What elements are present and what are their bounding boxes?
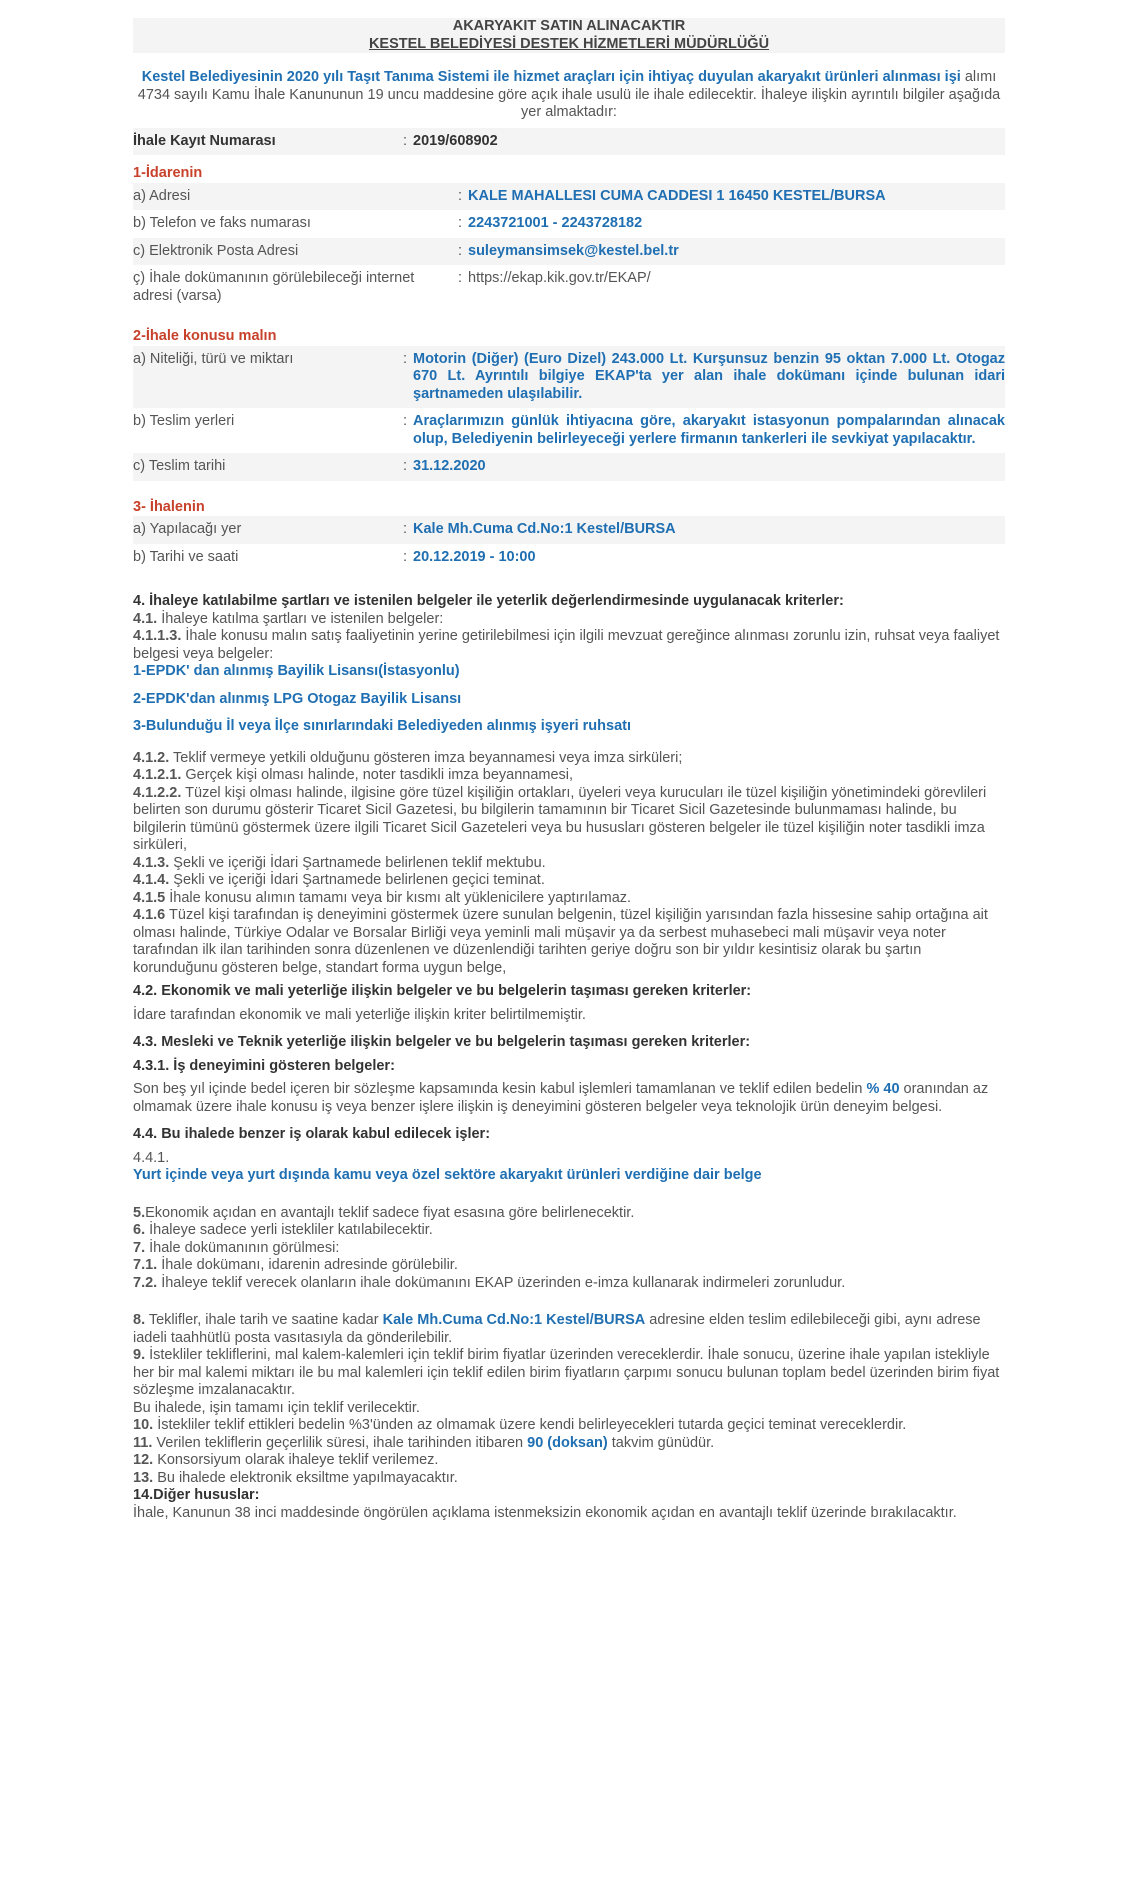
ekap-link[interactable]: https://ekap.kik.gov.tr/EKAP/ bbox=[468, 270, 651, 286]
s72 bbox=[133, 1275, 1005, 1293]
idare-row-value: 2243721001 - 2243728182 bbox=[468, 215, 643, 231]
section-4 bbox=[133, 593, 1005, 1185]
s4-412 bbox=[133, 750, 1005, 768]
kayit-value: 2019/608902 bbox=[413, 132, 498, 149]
item-number: 4.1.4. bbox=[133, 872, 170, 888]
item-text: İhale konusu alımın tamamı veya bir kısmı alt yüklenicilere yaptırılamaz. bbox=[165, 889, 632, 906]
malin-row-nitelik bbox=[133, 346, 1005, 409]
item-number: 4.1.5 bbox=[133, 889, 166, 906]
idare-row-colon: : bbox=[458, 215, 463, 231]
item-text: adresine elden teslim edilebileceği gibi, aynı adrese iadeli taahhütlü posta vasıtasıyla da gönderilebilir. bbox=[133, 1312, 981, 1346]
item-number: 4.1.2.1. bbox=[133, 767, 182, 783]
item-text: Tüzel kişi olması halinde, ilgisine göre tüzel kişiliğin ortakları, üyeleri veya kurucuları ile tüzel kişiliğin yönetimindeki görevlileri belirten son durumu gösterir Ticaret Sicil Gazetesi, bu bilgilerin tamamının bir Ticaret Sicil Gazetesinde bulunmaması halinde, bu bilgilerin tümünü göstermek üzere ilgili Ticaret Sicil Gazeteleri veya bu hususları gösteren belgeler ile tüzel kişiliğin noter tasdikli imza sirküleri, bbox=[133, 784, 987, 853]
s431-text-b: oranından az olmamak üzere ihale konusu iş veya benzer işlere ilişkin iş deneyimini gösteren belgeler veya teknolojik ürün deneyim belgesi. bbox=[133, 1081, 989, 1115]
header bbox=[133, 18, 1005, 53]
s8-address: Kale Mh.Cuma Cd.No:1 Kestel/BURSA bbox=[382, 1312, 646, 1328]
malin-heading: 2-İhale konusu malın bbox=[133, 328, 277, 344]
item-text: Tüzel kişi tarafından iş deneyimini göstermek üzere sunulan belgenin, tüzel kişiliğin yarısından fazla hissesine sahip ortağına ait olması halinde, Türkiye Odalar ve Borsalar Birliği veya yeminli mali müşavir ya da serbest muhasebeci mali müşavir veya noter tarafından ilk ilan tarihinden sonra düzenlenen ve düzenlendiği tarihten geriye doğru son bir yıldır kesintisiz olarak bu şartın korunduğunu gösteren belge, standart forma uygun belge, bbox=[133, 907, 988, 976]
kayit-label: İhale Kayıt Numarası bbox=[133, 132, 276, 149]
malin-row-label: a) Niteliği, türü ve miktarı bbox=[133, 350, 294, 367]
s12 bbox=[133, 1452, 1005, 1470]
malin-section bbox=[133, 326, 1005, 483]
item-number: 7.1. bbox=[133, 1257, 158, 1273]
malin-row-colon: : bbox=[403, 458, 408, 474]
license-2: 2-EPDK'dan alınmış LPG Otogaz Bayilik Lisansı bbox=[133, 690, 462, 707]
s441-number: 4.4.1. bbox=[133, 1149, 170, 1166]
s4-41 bbox=[133, 611, 1005, 629]
s9 bbox=[133, 1347, 1005, 1400]
s441-text: Yurt içinde veya yurt dışında kamu veya özel sektöre akaryakıt ürünleri verdiğine dair belge bbox=[133, 1167, 762, 1183]
idare-row-colon: : bbox=[458, 242, 463, 259]
s4-415 bbox=[133, 890, 1005, 908]
s11 bbox=[133, 1435, 1005, 1453]
s9b: Bu ihalede, işin tamamı için teklif verilecektir. bbox=[133, 1399, 420, 1416]
item-number: 11. bbox=[133, 1434, 153, 1451]
item-text: Ekonomik açıdan en avantajlı teklif sadece fiyat esasına göre belirlenecektir. bbox=[145, 1204, 635, 1221]
idare-row-colon: : bbox=[458, 187, 463, 204]
item-number: 7. bbox=[133, 1239, 146, 1256]
s14-text: İhale, Kanunun 38 inci maddesinde öngörülen açıklama istenmeksizin ekonomik açıdan en avantajlı teklif üzerinde bırakılacaktır. bbox=[133, 1504, 957, 1521]
malin-row-value: 31.12.2020 bbox=[413, 458, 486, 474]
ihalenin-row-colon: : bbox=[403, 521, 408, 537]
s14-heading: 14.Diğer hususlar: bbox=[133, 1487, 260, 1503]
ihalenin-row-colon: : bbox=[403, 548, 408, 565]
announcement bbox=[133, 18, 1005, 1522]
s431-text bbox=[133, 1081, 1005, 1116]
s13 bbox=[133, 1470, 1005, 1488]
ihalenin-row-value: Kale Mh.Cuma Cd.No:1 Kestel/BURSA bbox=[413, 521, 676, 537]
item-number: 4.1. bbox=[133, 610, 158, 627]
ihalenin-row-label: b) Tarihi ve saati bbox=[133, 548, 239, 565]
item-number: 4.1.2.2. bbox=[133, 784, 182, 801]
malin-row-label: b) Teslim yerleri bbox=[133, 413, 235, 429]
section-8-14 bbox=[133, 1312, 1005, 1522]
title-line-1: AKARYAKIT SATIN ALINACAKTIR bbox=[452, 18, 686, 34]
s11-days: 90 (doksan) bbox=[527, 1434, 608, 1451]
malin-row-value: Motorin (Diğer) (Euro Dizel) 243.000 Lt. Kurşunsuz benzin 95 oktan 7.000 Lt. Otogaz 670 Lt. Ayrıntılı bilgiye EKAP'ta yer alan ihale dokümanı içinde bulunan idari şartnameden ulaşılabilir. bbox=[413, 350, 1005, 402]
item-text: Şekli ve içeriği İdari Şartnamede belirlenen teklif mektubu. bbox=[169, 854, 546, 871]
s4-4122 bbox=[133, 785, 1005, 855]
malin-row-teslim-yerleri bbox=[133, 408, 1005, 453]
item-text: İhaleye katılma şartları ve istenilen belgeler: bbox=[157, 610, 444, 627]
idare-row-label: b) Telefon ve faks numarası bbox=[133, 215, 311, 231]
item-text: Teklif vermeye yetkili olduğunu gösteren imza beyannamesi veya imza sirküleri; bbox=[169, 749, 683, 766]
item-text: İhale konusu malın satış faaliyetinin yerine getirilebilmesi için ilgili mevzuat gereğince alınması zorunlu izin, ruhsat veya faaliyet belgesi veya belgeler: bbox=[133, 628, 1000, 662]
license-1: 1-EPDK' dan alınmış Bayilik Lisansı(İstasyonlu) bbox=[133, 663, 460, 679]
s5 bbox=[133, 1205, 1005, 1223]
s4-4121 bbox=[133, 767, 1005, 785]
ihalenin-row-yer bbox=[133, 516, 1005, 544]
idare-row-telefon bbox=[133, 210, 1005, 238]
idare-section bbox=[133, 163, 1005, 312]
s431-heading: 4.3.1. İş deneyimini gösteren belgeler: bbox=[133, 1057, 395, 1074]
intro-subject: Kestel Belediyesinin 2020 yılı Taşıt Tanıma Sistemi ile hizmet araçları için ihtiyaç duyulan akaryakıt ürünleri alınması işi bbox=[141, 69, 961, 85]
idare-row-eposta bbox=[133, 238, 1005, 266]
item-number: 7.2. bbox=[133, 1274, 158, 1291]
license-3: 3-Bulunduğu İl veya İlçe sınırlarındaki Belediyeden alınmış işyeri ruhsatı bbox=[133, 718, 631, 734]
item-number: 6. bbox=[133, 1222, 146, 1238]
item-text: İhaleye sadece yerli istekliler katılabilecektir. bbox=[145, 1222, 433, 1238]
ihalenin-heading: 3- İhalenin bbox=[133, 498, 205, 515]
item-text: Konsorsiyum olarak ihaleye teklif verilemez. bbox=[153, 1452, 439, 1468]
idare-row-label: ç) İhale dokümanının görülebileceği internet adresi (varsa) bbox=[133, 270, 415, 304]
s7 bbox=[133, 1240, 1005, 1258]
item-number: 10. bbox=[133, 1417, 154, 1433]
malin-row-colon: : bbox=[403, 413, 408, 429]
s4-413 bbox=[133, 855, 1005, 873]
s8 bbox=[133, 1312, 1005, 1347]
s71 bbox=[133, 1257, 1005, 1275]
intro-rest: alımı 4734 sayılı Kamu İhale Kanununun 19 uncu maddesine göre açık ihale usulü ile ihale edilecektir. İhaleye ilişkin ayrıntılı bilgiler aşağıda yer almaktadır: bbox=[137, 69, 1001, 120]
item-number: 13. bbox=[133, 1469, 154, 1486]
item-text: Şekli ve içeriği İdari Şartnamede belirlenen geçici teminat. bbox=[169, 872, 545, 888]
item-number: 4.1.6 bbox=[133, 907, 166, 923]
s6 bbox=[133, 1222, 1005, 1240]
item-text: Verilen tekliflerin geçerlilik süresi, ihale tarihinden itibaren bbox=[152, 1434, 528, 1451]
item-text: İhaleye teklif verecek olanların ihale dokümanını EKAP üzerinden e-imza kullanarak indirmeleri zorunludur. bbox=[157, 1274, 846, 1291]
kayit-colon: : bbox=[403, 132, 408, 149]
idare-row-value: KALE MAHALLESI CUMA CADDESI 1 16450 KESTEL/BURSA bbox=[468, 187, 886, 204]
item-text: İhale dokümanının görülmesi: bbox=[145, 1239, 340, 1256]
s42-heading: 4.2. Ekonomik ve mali yeterliğe ilişkin belgeler ve bu belgelerin taşıması gereken kriterler: bbox=[133, 983, 752, 999]
idare-row-adres bbox=[133, 183, 1005, 211]
idare-row-internet bbox=[133, 265, 1005, 310]
section-5-7 bbox=[133, 1205, 1005, 1293]
idare-row-colon: : bbox=[458, 270, 463, 286]
s4-414 bbox=[133, 872, 1005, 890]
item-text: İstekliler tekliflerini, mal kalem-kalemleri için teklif birim fiyatlar üzerinden vereceklerdir. İhale sonucu, üzerine ihale yapılan istekliyle her bir mal kalemi miktarı ile bu mal kalemleri için teklif edilen birim fiyatların çarpımı sonucu bulunan toplam bedel üzerinden birim fiyat sözleşme imzalanacaktır. bbox=[133, 1347, 1000, 1398]
ihalenin-row-value: 20.12.2019 - 10:00 bbox=[413, 548, 536, 565]
s43-heading: 4.3. Mesleki ve Teknik yeterliğe ilişkin belgeler ve bu belgelerin taşıması gereken kriterler: bbox=[133, 1034, 751, 1050]
s42-text: İdare tarafından ekonomik ve mali yeterliğe ilişkin kriter belirtilmemiştir. bbox=[133, 1006, 586, 1023]
malin-row-label: c) Teslim tarihi bbox=[133, 458, 226, 474]
s44-heading: 4.4. Bu ihalede benzer iş olarak kabul edilecek işler: bbox=[133, 1126, 491, 1142]
item-number: 9. bbox=[133, 1347, 146, 1363]
item-number: 4.1.3. bbox=[133, 854, 170, 871]
kayit-row bbox=[133, 128, 1005, 156]
s431-percent: % 40 bbox=[866, 1081, 900, 1097]
item-text: Teklifler, ihale tarih ve saatine kadar bbox=[145, 1312, 383, 1328]
s4-heading: 4. İhaleye katılabilme şartları ve istenilen belgeler ile yeterlik değerlendirmesinde uygulanacak kriterler: bbox=[133, 593, 844, 609]
malin-row-teslim-tarihi bbox=[133, 453, 1005, 481]
s10 bbox=[133, 1417, 1005, 1435]
idare-row-label: a) Adresi bbox=[133, 187, 191, 204]
item-number: 5. bbox=[133, 1204, 146, 1221]
item-text: İstekliler teklif ettikleri bedelin %3'ünden az olmamak üzere kendi belirleyecekleri tutarda geçici teminat vereceklerdir. bbox=[153, 1417, 907, 1433]
item-text: Bu ihalede elektronik eksiltme yapılmayacaktır. bbox=[153, 1469, 458, 1486]
item-number: 12. bbox=[133, 1452, 154, 1468]
title-line-2: KESTEL BELEDİYESİ DESTEK HİZMETLERİ MÜDÜRLÜĞÜ bbox=[368, 35, 770, 52]
item-text: İhale dokümanı, idarenin adresinde görülebilir. bbox=[157, 1257, 458, 1273]
ihalenin-row-label: a) Yapılacağı yer bbox=[133, 521, 242, 537]
s4-4113 bbox=[133, 628, 1005, 663]
s431-text-a: Son beş yıl içinde bedel içeren bir sözleşme kapsamında kesin kabul işlemleri tamamlanan ve teklif edilen bedelin bbox=[133, 1081, 867, 1097]
email-link[interactable]: suleymansimsek@kestel.bel.tr bbox=[468, 242, 679, 259]
ihalenin-section bbox=[133, 497, 1005, 574]
malin-row-colon: : bbox=[403, 350, 408, 367]
malin-row-value: Araçlarımızın günlük ihtiyacına göre, akaryakıt istasyonun pompalarından alınacak olup, Belediyenin belirleyeceği yerlere firmanın tankerleri ile sevkiyat yapılacaktır. bbox=[413, 413, 1005, 447]
item-number: 4.1.2. bbox=[133, 749, 170, 766]
item-text: Gerçek kişi olması halinde, noter tasdikli imza beyannamesi, bbox=[181, 767, 574, 783]
intro-paragraph bbox=[133, 69, 1005, 122]
s4-416 bbox=[133, 907, 1005, 977]
idare-heading: 1-İdarenin bbox=[133, 165, 203, 181]
item-number: 4.1.1.3. bbox=[133, 628, 182, 644]
item-number: 8. bbox=[133, 1312, 146, 1328]
ihalenin-row-tarih bbox=[133, 544, 1005, 572]
item-text: takvim günüdür. bbox=[607, 1434, 715, 1451]
idare-row-label: c) Elektronik Posta Adresi bbox=[133, 242, 299, 259]
